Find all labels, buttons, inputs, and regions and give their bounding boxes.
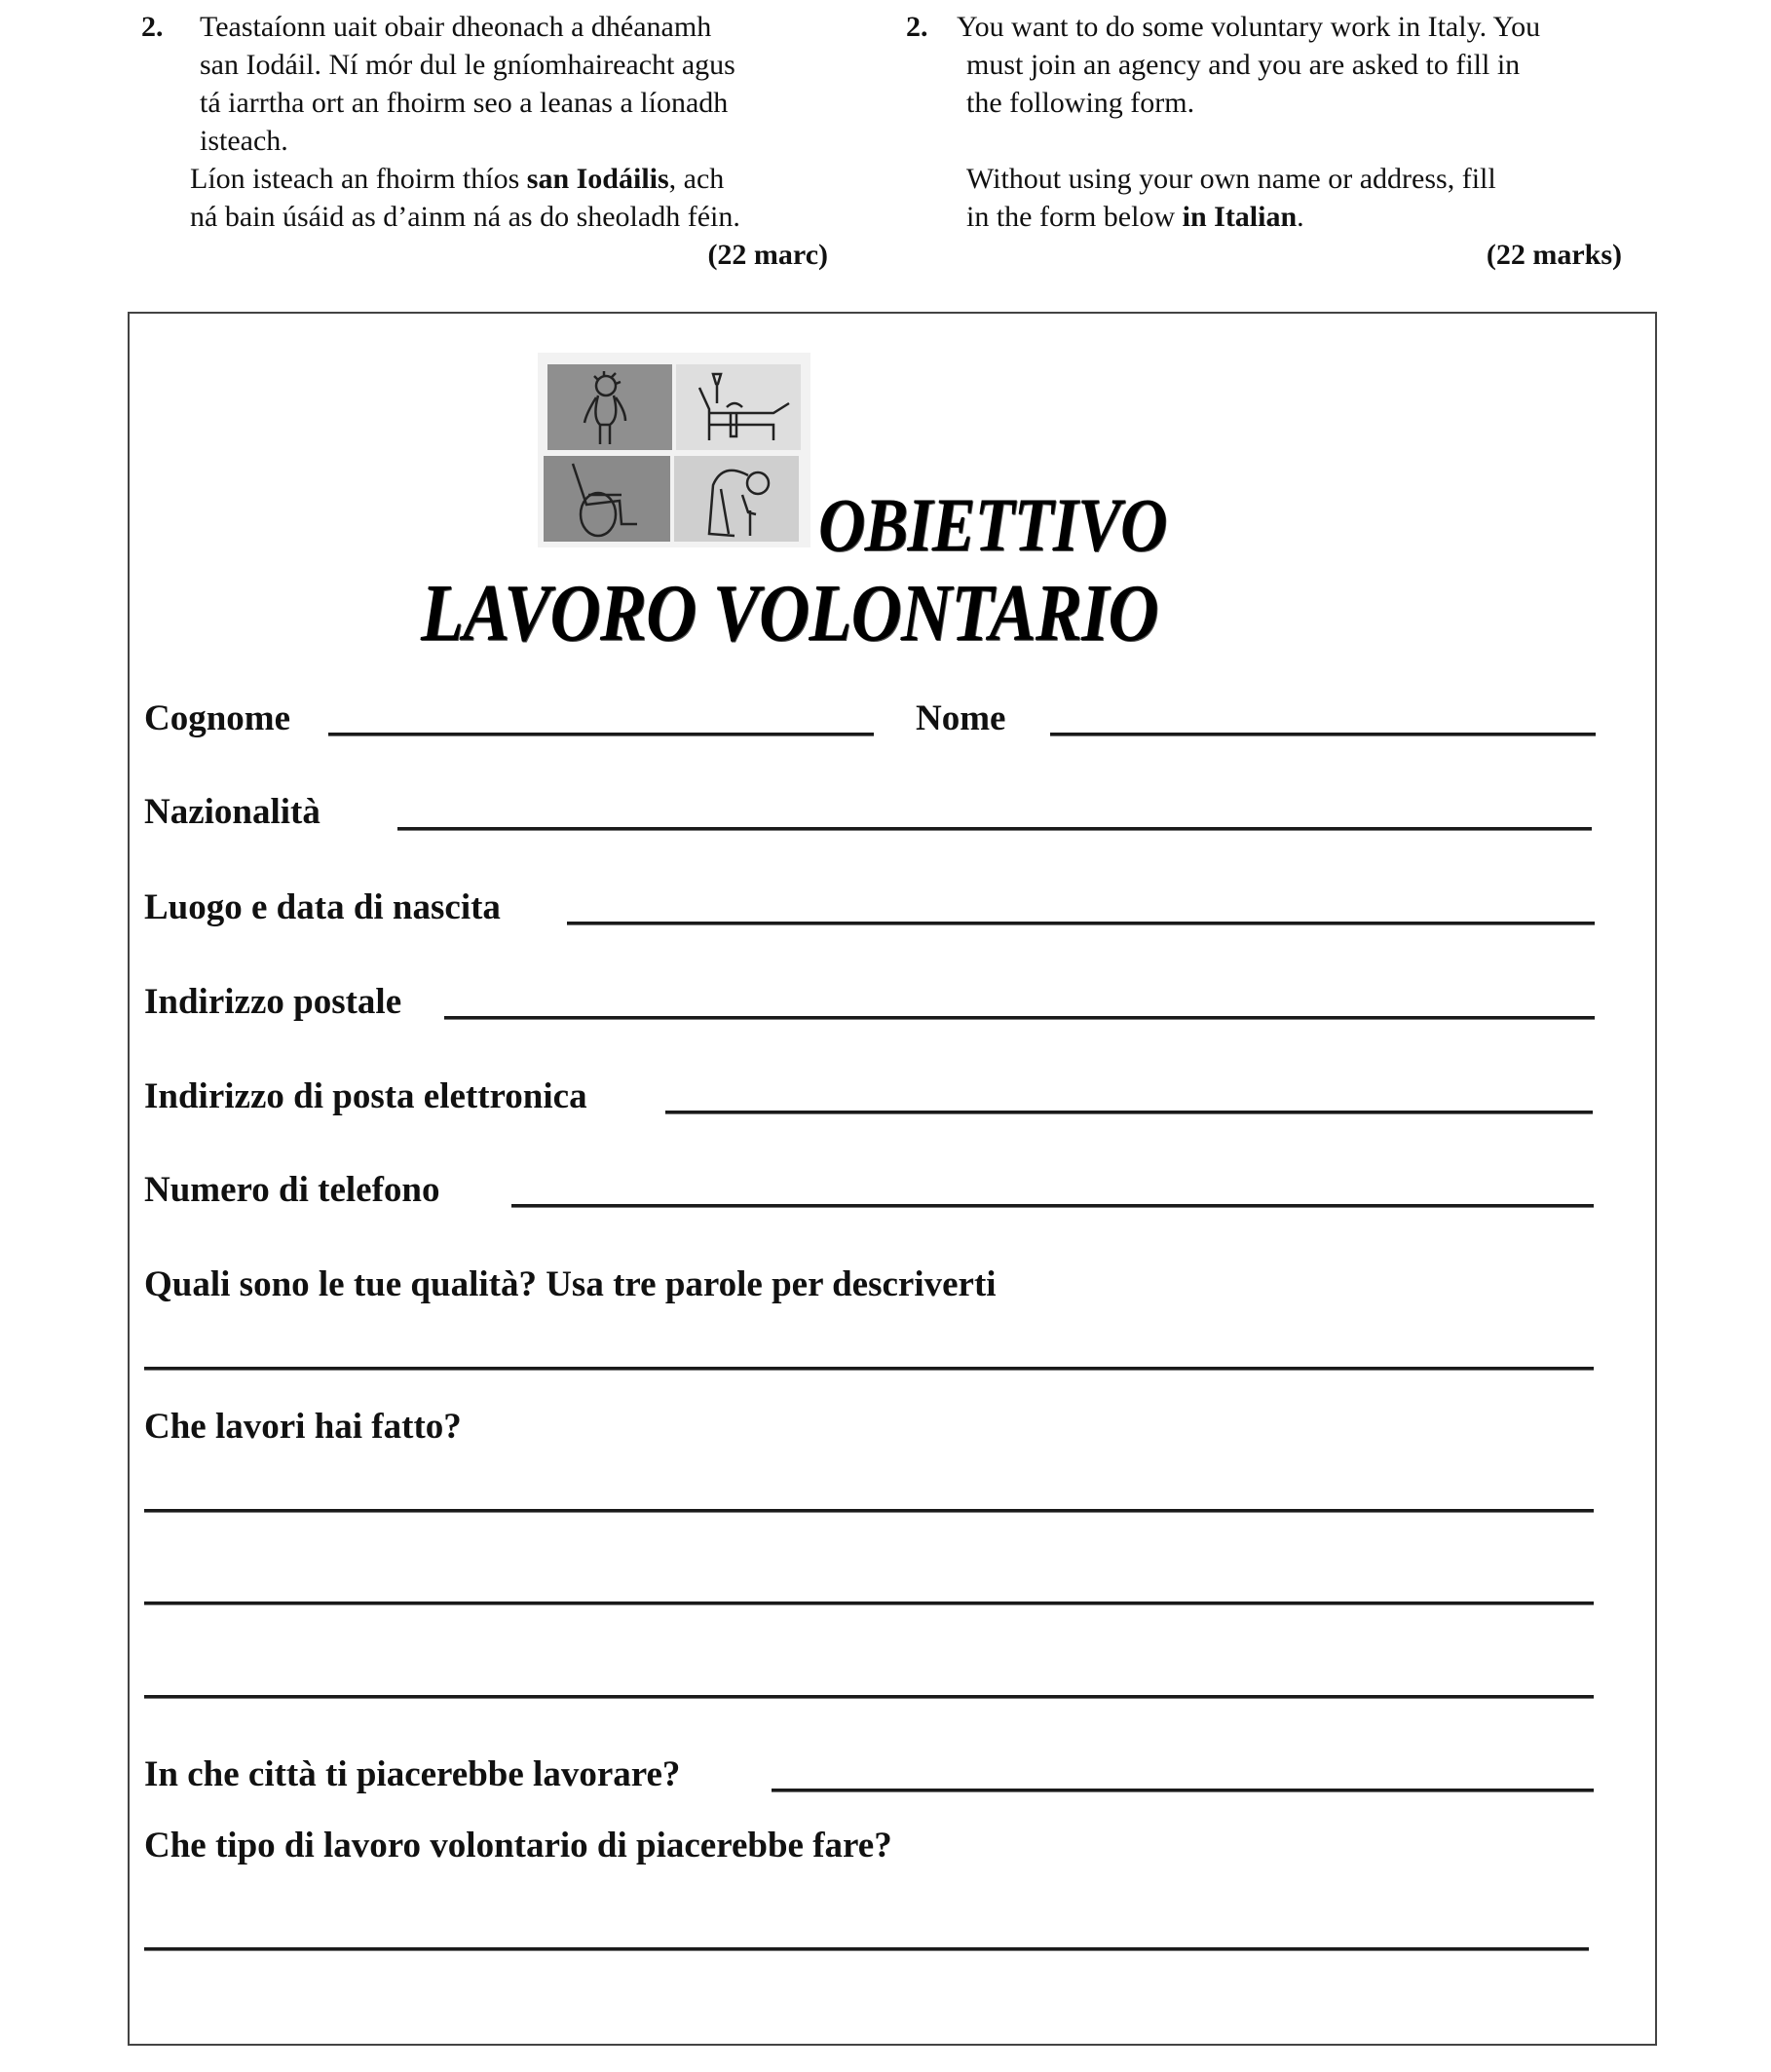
person-icon	[547, 364, 672, 450]
instruction-line: must join an agency and you are asked to fill in	[966, 49, 1521, 81]
instructions-english	[906, 8, 1646, 274]
instruction-line: Líon isteach an fhoirm thíos san Iodáilis, ach	[190, 163, 725, 195]
instruction-line: Without using your own name or address, fill	[966, 163, 1496, 195]
instruction-line: the following form.	[966, 87, 1195, 119]
telefono-input[interactable]	[511, 1167, 1594, 1206]
tipo-lavoro-label: Che tipo di lavoro volontario di piacerebbe fare?	[144, 1826, 892, 1865]
form-title-line1: OBIETTIVO	[818, 482, 1167, 567]
question-number: 2.	[906, 11, 928, 43]
indirizzo-postale-input[interactable]	[444, 979, 1595, 1018]
hospital-bed-icon	[676, 364, 801, 450]
nazionalita-label: Nazionalità	[144, 792, 320, 832]
volunteer-logo	[538, 353, 810, 547]
qualita-label: Quali sono le tue qualità? Usa tre parole per descriverti	[144, 1264, 997, 1304]
wheelchair-icon	[544, 456, 670, 542]
telefono-label: Numero di telefono	[144, 1170, 440, 1210]
lavori-input-2[interactable]	[144, 1564, 1594, 1603]
lavori-input-3[interactable]	[144, 1658, 1594, 1697]
emphasis-language: in Italian	[1182, 201, 1298, 233]
luogo-data-nascita-label: Luogo e data di nascita	[144, 887, 501, 927]
lavori-input-1[interactable]	[144, 1472, 1594, 1511]
elderly-person-cane-icon	[674, 456, 799, 542]
instruction-line: isteach.	[200, 125, 288, 157]
nome-label: Nome	[916, 698, 1006, 738]
instruction-line: san Iodáil. Ní mór dul le gníomhaireacht agus	[200, 49, 735, 81]
marks-label: (22 marks)	[1486, 239, 1622, 271]
citta-label: In che città ti piacerebbe lavorare?	[144, 1754, 681, 1794]
cognome-label: Cognome	[144, 698, 291, 738]
lavori-label: Che lavori hai fatto?	[144, 1407, 462, 1447]
question-number: 2.	[141, 11, 164, 43]
instruction-line: in the form below in Italian.	[966, 201, 1304, 233]
form-title-line2: LAVORO VOLONTARIO	[421, 568, 1158, 659]
instruction-line: You want to do some voluntary work in Italy. You	[957, 11, 1541, 43]
instruction-line: Teastaíonn uait obair dheonach a dhéanamh	[200, 11, 712, 43]
email-label: Indirizzo di posta elettronica	[144, 1076, 587, 1116]
email-input[interactable]	[665, 1074, 1593, 1112]
nazionalita-input[interactable]	[397, 790, 1592, 829]
citta-input[interactable]	[772, 1752, 1594, 1790]
cognome-input[interactable]	[328, 696, 874, 735]
emphasis-language: san Iodáilis	[526, 163, 669, 195]
nome-input[interactable]	[1050, 696, 1596, 735]
instruction-line: ná bain úsáid as d’ainm ná as do sheoladh féin.	[190, 201, 740, 233]
luogo-data-nascita-input[interactable]	[567, 885, 1595, 923]
qualita-input[interactable]	[144, 1330, 1594, 1369]
marks-label: (22 marc)	[707, 239, 828, 271]
tipo-lavoro-input[interactable]	[144, 1910, 1589, 1949]
instructions-irish	[141, 8, 867, 274]
indirizzo-postale-label: Indirizzo postale	[144, 982, 402, 1022]
instruction-line: tá iarrtha ort an fhoirm seo a leanas a líonadh	[200, 87, 729, 119]
